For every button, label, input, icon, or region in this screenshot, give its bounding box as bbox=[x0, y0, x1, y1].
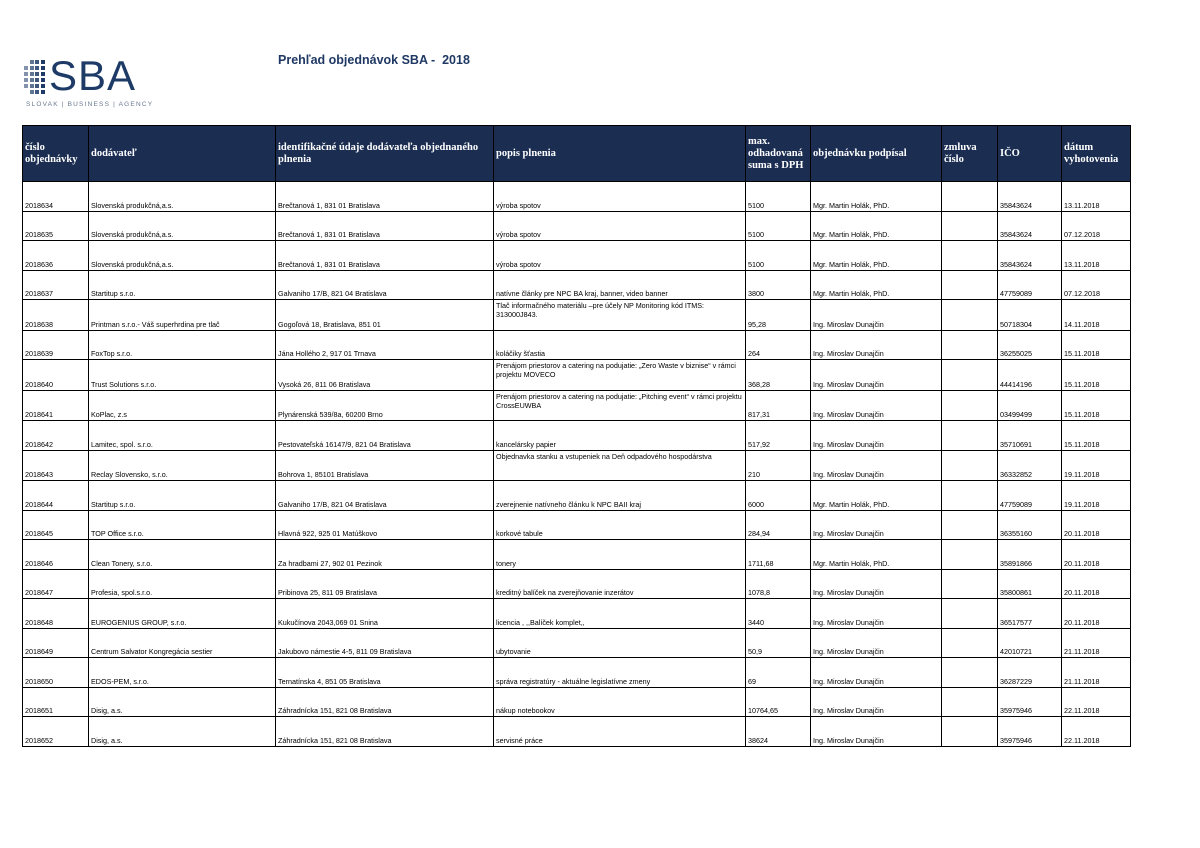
cell-contract-number bbox=[942, 390, 998, 421]
cell-ico: 47759089 bbox=[998, 270, 1062, 300]
cell-supplier: Lamitec, spol. s.r.o. bbox=[89, 421, 276, 451]
cell-supplier-details: Galvaniho 17/B, 821 04 Bratislava bbox=[276, 481, 494, 511]
cell-description: výroba spotov bbox=[494, 211, 746, 241]
cell-ico: 47759089 bbox=[998, 481, 1062, 511]
header-supplier-details: identifikačné údaje dodávateľa objednaného plnenia bbox=[276, 126, 494, 182]
cell-supplier: TOP Office s.r.o. bbox=[89, 510, 276, 540]
cell-max-amount: 10764,65 bbox=[746, 687, 811, 717]
orders-table bbox=[22, 125, 1131, 747]
cell-order-number: 2018637 bbox=[23, 270, 89, 300]
cell-signed-by: Mgr. Martin Holák, PhD. bbox=[811, 481, 942, 511]
cell-description: Objednavka stanku a vstupeniek na Deň odpadového hospodárstva bbox=[494, 450, 746, 481]
cell-contract-number bbox=[942, 481, 998, 511]
table-row bbox=[23, 481, 1131, 511]
cell-max-amount: 817,31 bbox=[746, 390, 811, 421]
logo-grid-square bbox=[24, 84, 28, 88]
cell-order-number: 2018649 bbox=[23, 628, 89, 658]
cell-description: výroba spotov bbox=[494, 241, 746, 271]
cell-order-number: 2018648 bbox=[23, 599, 89, 629]
cell-order-number: 2018634 bbox=[23, 182, 89, 212]
cell-supplier-details: Galvaniho 17/B, 821 04 Bratislava bbox=[276, 270, 494, 300]
cell-date: 21.11.2018 bbox=[1062, 628, 1131, 658]
cell-date: 15.11.2018 bbox=[1062, 330, 1131, 360]
table-row bbox=[23, 330, 1131, 360]
cell-date: 14.11.2018 bbox=[1062, 300, 1131, 331]
cell-supplier-details: Hlavná 922, 925 01 Matúškovo bbox=[276, 510, 494, 540]
cell-contract-number bbox=[942, 569, 998, 599]
table-row bbox=[23, 628, 1131, 658]
cell-contract-number bbox=[942, 628, 998, 658]
table-row bbox=[23, 717, 1131, 747]
logo-grid-square bbox=[30, 78, 34, 82]
cell-supplier-details: Brečtanová 1, 831 01 Bratislava bbox=[276, 241, 494, 271]
cell-order-number: 2018644 bbox=[23, 481, 89, 511]
cell-contract-number bbox=[942, 717, 998, 747]
cell-contract-number bbox=[942, 687, 998, 717]
cell-ico: 36332852 bbox=[998, 450, 1062, 481]
cell-supplier-details: Záhradnícka 151, 821 08 Bratislava bbox=[276, 687, 494, 717]
cell-description: korkové tabule bbox=[494, 510, 746, 540]
header-contract-number: zmluva číslo bbox=[942, 126, 998, 182]
cell-description: ubytovanie bbox=[494, 628, 746, 658]
header-ico: IČO bbox=[998, 126, 1062, 182]
cell-contract-number bbox=[942, 421, 998, 451]
cell-order-number: 2018652 bbox=[23, 717, 89, 747]
cell-supplier: Slovenská produkčná,a.s. bbox=[89, 241, 276, 271]
cell-max-amount: 95,28 bbox=[746, 300, 811, 331]
cell-max-amount: 5100 bbox=[746, 241, 811, 271]
logo-grid-square bbox=[35, 90, 39, 94]
table-row bbox=[23, 300, 1131, 331]
cell-ico: 44414196 bbox=[998, 360, 1062, 391]
cell-ico: 03499499 bbox=[998, 390, 1062, 421]
table-row bbox=[23, 360, 1131, 391]
cell-signed-by: Ing. Miroslav Dunajčin bbox=[811, 421, 942, 451]
logo-grid-square bbox=[24, 66, 28, 70]
logo-grid-square bbox=[35, 84, 39, 88]
cell-supplier-details: Za hradbami 27, 902 01 Pezinok bbox=[276, 540, 494, 570]
cell-description: servisné práce bbox=[494, 717, 746, 747]
cell-description: Tlač informačného materiálu –pre účely NP Monitoring kód ITMS: 313000J843. bbox=[494, 300, 746, 331]
cell-description: kancelársky papier bbox=[494, 421, 746, 451]
cell-date: 15.11.2018 bbox=[1062, 360, 1131, 391]
cell-supplier: Clean Tonery, s.r.o. bbox=[89, 540, 276, 570]
cell-date: 13.11.2018 bbox=[1062, 241, 1131, 271]
cell-signed-by: Ing. Miroslav Dunajčin bbox=[811, 599, 942, 629]
cell-signed-by: Ing. Miroslav Dunajčin bbox=[811, 658, 942, 688]
cell-ico: 36355160 bbox=[998, 510, 1062, 540]
cell-order-number: 2018636 bbox=[23, 241, 89, 271]
cell-supplier: Slovenská produkčná,a.s. bbox=[89, 211, 276, 241]
cell-supplier-details: Brečtanová 1, 831 01 Bratislava bbox=[276, 211, 494, 241]
cell-supplier: EUROGENIUS GROUP, s.r.o. bbox=[89, 599, 276, 629]
table-header-row bbox=[23, 126, 1131, 182]
cell-order-number: 2018639 bbox=[23, 330, 89, 360]
cell-date: 13.11.2018 bbox=[1062, 182, 1131, 212]
cell-description: zverejnenie natívneho článku k NPC BAII kraj bbox=[494, 481, 746, 511]
cell-signed-by: Ing. Miroslav Dunajčin bbox=[811, 628, 942, 658]
cell-description: tonery bbox=[494, 540, 746, 570]
table-row bbox=[23, 211, 1131, 241]
page-title: Prehľad objednávok SBA - 2018 bbox=[278, 53, 470, 67]
cell-supplier: Trust Solutions s.r.o. bbox=[89, 360, 276, 391]
cell-supplier-details: Plynárenská 539/8a, 60200 Brno bbox=[276, 390, 494, 421]
cell-contract-number bbox=[942, 300, 998, 331]
cell-signed-by: Ing. Miroslav Dunajčin bbox=[811, 360, 942, 391]
cell-supplier-details: Jakubovo námestie 4-5, 811 09 Bratislava bbox=[276, 628, 494, 658]
cell-date: 07.12.2018 bbox=[1062, 211, 1131, 241]
cell-date: 07.12.2018 bbox=[1062, 270, 1131, 300]
cell-date: 19.11.2018 bbox=[1062, 450, 1131, 481]
logo-grid-square bbox=[30, 90, 34, 94]
logo-grid-square bbox=[30, 60, 34, 64]
cell-ico: 50718304 bbox=[998, 300, 1062, 331]
logo-grid-square bbox=[41, 72, 45, 76]
table-row bbox=[23, 569, 1131, 599]
cell-date: 22.11.2018 bbox=[1062, 717, 1131, 747]
cell-supplier-details: Pestovateľská 16147/9, 821 04 Bratislava bbox=[276, 421, 494, 451]
cell-description: správa registratúry - aktuálne legislatívne zmeny bbox=[494, 658, 746, 688]
cell-max-amount: 368,28 bbox=[746, 360, 811, 391]
cell-contract-number bbox=[942, 360, 998, 391]
cell-ico: 35975946 bbox=[998, 717, 1062, 747]
cell-contract-number bbox=[942, 330, 998, 360]
cell-signed-by: Ing. Miroslav Dunajčin bbox=[811, 330, 942, 360]
table-row bbox=[23, 599, 1131, 629]
cell-contract-number bbox=[942, 658, 998, 688]
cell-supplier: Startitup s.r.o. bbox=[89, 481, 276, 511]
table-body bbox=[23, 182, 1131, 747]
cell-description: Prenájom priestorov a catering na podujatie: „Zero Waste v biznise“ v rámci projektu MOVECO bbox=[494, 360, 746, 391]
cell-order-number: 2018647 bbox=[23, 569, 89, 599]
cell-order-number: 2018645 bbox=[23, 510, 89, 540]
cell-contract-number bbox=[942, 510, 998, 540]
cell-ico: 36255025 bbox=[998, 330, 1062, 360]
cell-ico: 35800861 bbox=[998, 569, 1062, 599]
cell-description: výroba spotov bbox=[494, 182, 746, 212]
cell-contract-number bbox=[942, 270, 998, 300]
logo-grid-square bbox=[41, 84, 45, 88]
cell-max-amount: 5100 bbox=[746, 211, 811, 241]
table-row bbox=[23, 421, 1131, 451]
logo-grid-icon bbox=[24, 60, 46, 96]
cell-max-amount: 517,92 bbox=[746, 421, 811, 451]
cell-date: 20.11.2018 bbox=[1062, 599, 1131, 629]
cell-supplier-details: Brečtanová 1, 831 01 Bratislava bbox=[276, 182, 494, 212]
cell-supplier: Startitup s.r.o. bbox=[89, 270, 276, 300]
cell-ico: 35710691 bbox=[998, 421, 1062, 451]
cell-description: Prenájom priestorov a catering na podujatie: „Pitching event“ v rámci projektu CrossEUWBA bbox=[494, 390, 746, 421]
table-row bbox=[23, 241, 1131, 271]
cell-ico: 35843624 bbox=[998, 182, 1062, 212]
cell-max-amount: 1078,8 bbox=[746, 569, 811, 599]
table-row bbox=[23, 390, 1131, 421]
cell-max-amount: 284,94 bbox=[746, 510, 811, 540]
cell-order-number: 2018642 bbox=[23, 421, 89, 451]
logo-grid-square bbox=[24, 78, 28, 82]
cell-description: nákup notebookov bbox=[494, 687, 746, 717]
table-row bbox=[23, 182, 1131, 212]
header-max-amount: max. odhadovaná suma s DPH bbox=[746, 126, 811, 182]
cell-description: koláčiky šťastia bbox=[494, 330, 746, 360]
cell-signed-by: Mgr. Martin Holák, PhD. bbox=[811, 211, 942, 241]
cell-contract-number bbox=[942, 241, 998, 271]
cell-ico: 35891866 bbox=[998, 540, 1062, 570]
cell-supplier: Reclay Slovensko, s.r.o. bbox=[89, 450, 276, 481]
cell-order-number: 2018635 bbox=[23, 211, 89, 241]
cell-max-amount: 69 bbox=[746, 658, 811, 688]
logo-grid-square bbox=[41, 90, 45, 94]
cell-order-number: 2018640 bbox=[23, 360, 89, 391]
cell-supplier-details: Ternatínska 4, 851 05 Bratislava bbox=[276, 658, 494, 688]
cell-ico: 36517577 bbox=[998, 599, 1062, 629]
cell-contract-number bbox=[942, 182, 998, 212]
cell-signed-by: Ing. Miroslav Dunajčin bbox=[811, 687, 942, 717]
logo-grid-square bbox=[35, 60, 39, 64]
cell-date: 15.11.2018 bbox=[1062, 421, 1131, 451]
cell-supplier-details: Jána Hollého 2, 917 01 Trnava bbox=[276, 330, 494, 360]
cell-supplier: Printman s.r.o.- Váš superhrdina pre tlač bbox=[89, 300, 276, 331]
cell-supplier: KoPlac, z.s bbox=[89, 390, 276, 421]
header-description: popis plnenia bbox=[494, 126, 746, 182]
logo-subtitle: SLOVAK | BUSINESS | AGENCY bbox=[26, 101, 154, 108]
cell-max-amount: 3440 bbox=[746, 599, 811, 629]
table-row bbox=[23, 658, 1131, 688]
logo-grid-square bbox=[24, 72, 28, 76]
cell-ico: 35975946 bbox=[998, 687, 1062, 717]
cell-description: natívne články pre NPC BA kraj, banner, video banner bbox=[494, 270, 746, 300]
cell-signed-by: Ing. Miroslav Dunajčin bbox=[811, 717, 942, 747]
cell-description: kreditný balíček na zverejňovanie inzerátov bbox=[494, 569, 746, 599]
cell-description: licencia , ,,Balíček komplet,, bbox=[494, 599, 746, 629]
cell-order-number: 2018638 bbox=[23, 300, 89, 331]
cell-order-number: 2018646 bbox=[23, 540, 89, 570]
header-date: dátum vyhotovenia bbox=[1062, 126, 1131, 182]
cell-max-amount: 50,9 bbox=[746, 628, 811, 658]
header-signed-by: objednávku podpísal bbox=[811, 126, 942, 182]
cell-supplier: EDOS-PEM, s.r.o. bbox=[89, 658, 276, 688]
cell-date: 15.11.2018 bbox=[1062, 390, 1131, 421]
cell-order-number: 2018641 bbox=[23, 390, 89, 421]
cell-supplier: FoxTop s.r.o. bbox=[89, 330, 276, 360]
cell-signed-by: Ing. Miroslav Dunajčin bbox=[811, 569, 942, 599]
table-row bbox=[23, 270, 1131, 300]
cell-contract-number bbox=[942, 540, 998, 570]
cell-supplier-details: Gogoľová 18, Bratislava, 851 01 bbox=[276, 300, 494, 331]
logo-grid-square bbox=[35, 72, 39, 76]
header-order-number: číslo objednávky bbox=[23, 126, 89, 182]
logo-grid-square bbox=[30, 72, 34, 76]
cell-max-amount: 5100 bbox=[746, 182, 811, 212]
cell-supplier: Profesia, spol.s.r.o. bbox=[89, 569, 276, 599]
cell-contract-number bbox=[942, 450, 998, 481]
table-row bbox=[23, 687, 1131, 717]
cell-ico: 42010721 bbox=[998, 628, 1062, 658]
logo-grid-square bbox=[30, 84, 34, 88]
logo-grid-square bbox=[35, 78, 39, 82]
cell-signed-by: Ing. Miroslav Dunajčin bbox=[811, 510, 942, 540]
logo-grid-square bbox=[41, 60, 45, 64]
cell-supplier-details: Vysoká 26, 811 06 Bratislava bbox=[276, 360, 494, 391]
cell-date: 19.11.2018 bbox=[1062, 481, 1131, 511]
cell-contract-number bbox=[942, 599, 998, 629]
cell-ico: 36287229 bbox=[998, 658, 1062, 688]
cell-max-amount: 1711,68 bbox=[746, 540, 811, 570]
logo-grid-square bbox=[41, 66, 45, 70]
cell-order-number: 2018650 bbox=[23, 658, 89, 688]
cell-max-amount: 264 bbox=[746, 330, 811, 360]
logo-grid-square bbox=[41, 78, 45, 82]
cell-supplier: Disig, a.s. bbox=[89, 717, 276, 747]
cell-ico: 35843624 bbox=[998, 211, 1062, 241]
cell-max-amount: 38624 bbox=[746, 717, 811, 747]
logo-text: SBA bbox=[49, 52, 137, 99]
table-row bbox=[23, 510, 1131, 540]
logo-grid-square bbox=[30, 66, 34, 70]
logo-grid-square bbox=[35, 66, 39, 70]
cell-date: 20.11.2018 bbox=[1062, 540, 1131, 570]
cell-signed-by: Ing. Miroslav Dunajčin bbox=[811, 390, 942, 421]
cell-date: 20.11.2018 bbox=[1062, 569, 1131, 599]
cell-supplier-details: Záhradnícka 151, 821 08 Bratislava bbox=[276, 717, 494, 747]
cell-max-amount: 6000 bbox=[746, 481, 811, 511]
cell-supplier: Centrum Salvator Kongregácia sestier bbox=[89, 628, 276, 658]
cell-supplier-details: Bohrova 1, 85101 Bratislava bbox=[276, 450, 494, 481]
table-row bbox=[23, 450, 1131, 481]
cell-signed-by: Mgr. Martin Holák, PhD. bbox=[811, 241, 942, 271]
cell-order-number: 2018643 bbox=[23, 450, 89, 481]
header-supplier: dodávateľ bbox=[89, 126, 276, 182]
cell-date: 22.11.2018 bbox=[1062, 687, 1131, 717]
cell-signed-by: Mgr. Martin Holák, PhD. bbox=[811, 270, 942, 300]
cell-contract-number bbox=[942, 211, 998, 241]
cell-order-number: 2018651 bbox=[23, 687, 89, 717]
cell-ico: 35843624 bbox=[998, 241, 1062, 271]
cell-signed-by: Mgr. Martin Holák, PhD. bbox=[811, 540, 942, 570]
cell-max-amount: 210 bbox=[746, 450, 811, 481]
cell-date: 21.11.2018 bbox=[1062, 658, 1131, 688]
cell-signed-by: Mgr. Martin Holák, PhD. bbox=[811, 182, 942, 212]
cell-supplier: Slovenská produkčná,a.s. bbox=[89, 182, 276, 212]
cell-supplier: Disig, a.s. bbox=[89, 687, 276, 717]
sba-logo bbox=[24, 52, 184, 114]
cell-date: 20.11.2018 bbox=[1062, 510, 1131, 540]
cell-signed-by: Ing. Miroslav Dunajčin bbox=[811, 450, 942, 481]
cell-supplier-details: Pribinova 25, 811 09 Bratislava bbox=[276, 569, 494, 599]
cell-max-amount: 3800 bbox=[746, 270, 811, 300]
cell-supplier-details: Kukučínova 2043,069 01 Snina bbox=[276, 599, 494, 629]
cell-signed-by: Ing. Miroslav Dunajčin bbox=[811, 300, 942, 331]
table-row bbox=[23, 540, 1131, 570]
